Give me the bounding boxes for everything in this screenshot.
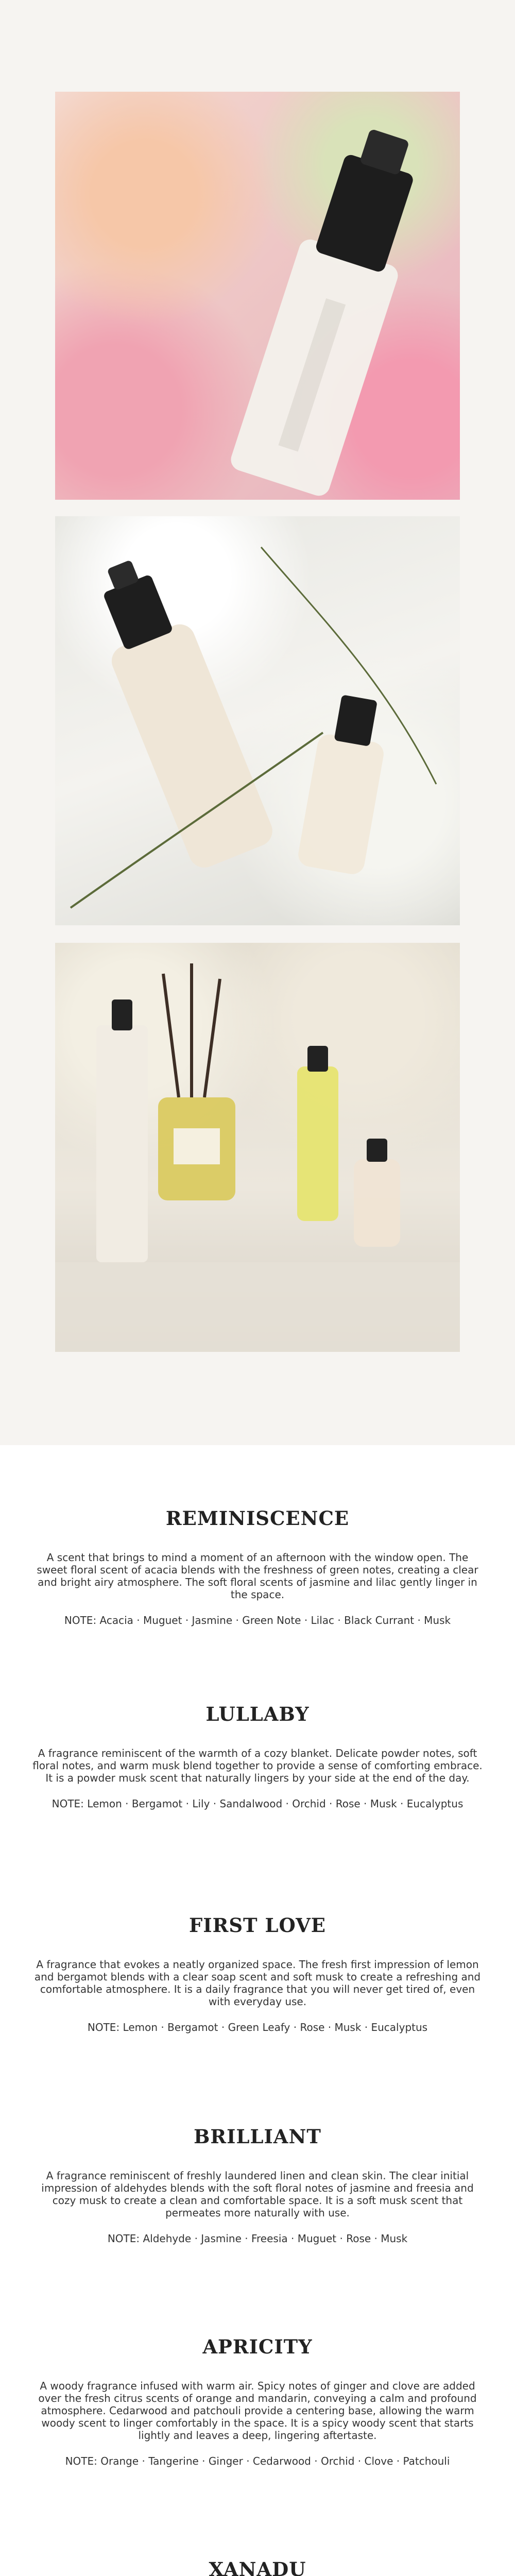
scent-xanadu	[0, 2558, 515, 2576]
diffuser-set-illustration	[55, 943, 460, 1352]
product-photo-diffuser-set	[55, 943, 460, 1352]
product-photo-bottles-on-fabric	[55, 516, 460, 925]
scent-description: A woody fragrance infused with warm air. Spicy notes of ginger and clove are added over the fresh citrus scents of orange and mandarin, conveying a calm and profound atmosphere. Cedarwood and patchouli provide a centering base, allowing the warm woody scent to linger comfortably in the space. It is a spicy woody scent that starts lightly and leaves a deep, lingering aftertaste.	[38, 2380, 477, 2442]
scent-title: FIRST LOVE	[189, 1914, 326, 1937]
scent-apricity	[0, 2335, 515, 2467]
scent-description: A scent that brings to mind a moment of an afternoon with the window open. The sweet floral scent of acacia blends with the freshness of green notes, creating a clear and bright airy atmosphere. The soft floral scents of jasmine and lilac gently linger in the space.	[37, 1551, 478, 1601]
scent-title: XANADU	[209, 2558, 306, 2576]
scent-reminiscence	[0, 1507, 515, 1626]
scent-title: APRICITY	[202, 2335, 313, 2358]
scent-title: LULLABY	[205, 1703, 310, 1725]
scent-notes: NOTE: Orange · Tangerine · Ginger · Cedarwood · Orchid · Clove · Patchouli	[65, 2455, 450, 2467]
scent-description: A fragrance reminiscent of freshly laundered linen and clean skin. The clear initial impression of aldehydes blends with the soft floral notes of jasmine and freesia and cozy musk to create a clean and comfortable space. It is a soft musk scent that permeates more naturally with use.	[41, 2170, 474, 2219]
product-photo-spray-with-flowers	[55, 92, 460, 500]
scent-notes: NOTE: Lemon · Bergamot · Green Leafy · Rose · Musk · Eucalyptus	[87, 2021, 428, 2033]
bottles-illustration	[55, 516, 460, 925]
scent-first-love	[0, 1914, 515, 2033]
scent-lullaby	[0, 1703, 515, 1810]
spray-bottle-illustration	[55, 92, 460, 500]
scent-brilliant	[0, 2125, 515, 2245]
scent-description: A fragrance that evokes a neatly organized space. The fresh first impression of lemon and bergamot blends with a clear soap scent and soft musk to create a refreshing and comfortable atmosphere. It is a daily fragrance that you will never get tired of, even with everyday use.	[34, 1958, 481, 2008]
scent-notes: NOTE: Acacia · Muguet · Jasmine · Green Note · Lilac · Black Currant · Musk	[64, 1614, 451, 1626]
scent-notes: NOTE: Lemon · Bergamot · Lily · Sandalwood · Orchid · Rose · Musk · Eucalyptus	[52, 1798, 464, 1810]
scent-title: BRILLIANT	[194, 2125, 321, 2148]
scent-description: A fragrance reminiscent of the warmth of a cozy blanket. Delicate powder notes, soft floral notes, and warm musk blend together to provide a sense of comforting embrace. It is a powder musk scent that naturally lingers by your side at the end of the day.	[32, 1747, 483, 1784]
scent-notes: NOTE: Aldehyde · Jasmine · Freesia · Muguet · Rose · Musk	[107, 2232, 408, 2245]
scent-title: REMINISCENCE	[165, 1507, 350, 1530]
